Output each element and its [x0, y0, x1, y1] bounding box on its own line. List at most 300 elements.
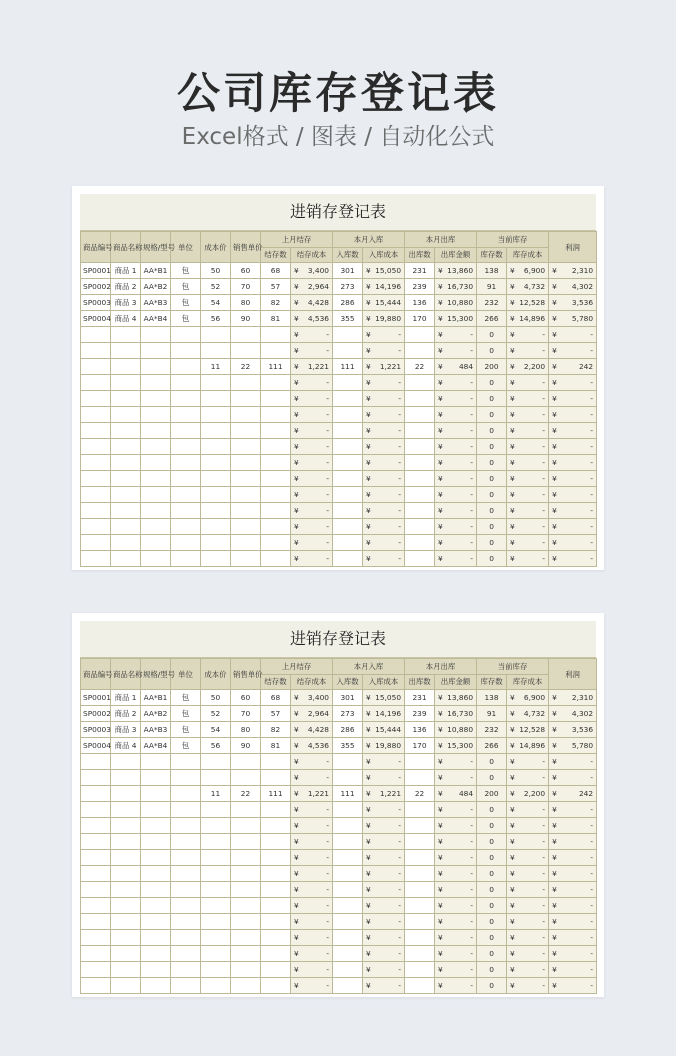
- cell-name[interactable]: [111, 962, 141, 978]
- cell-profit[interactable]: [549, 455, 597, 471]
- cell-last-cost[interactable]: [291, 690, 333, 706]
- cell-name[interactable]: [111, 834, 141, 850]
- cell-stock-qty[interactable]: 0: [477, 914, 507, 930]
- cell-stock-cost[interactable]: [507, 263, 549, 279]
- cell-profit[interactable]: [549, 263, 597, 279]
- cell-stock-qty[interactable]: 0: [477, 770, 507, 786]
- cell-last-qty[interactable]: 82: [261, 295, 291, 311]
- cell-out-qty[interactable]: [405, 439, 435, 455]
- cell-in-qty[interactable]: [333, 930, 363, 946]
- cell-out-qty[interactable]: [405, 407, 435, 423]
- cell-price[interactable]: [231, 407, 261, 423]
- cell-profit[interactable]: [549, 519, 597, 535]
- cell-unit[interactable]: [171, 503, 201, 519]
- cell-unit[interactable]: 包: [171, 263, 201, 279]
- cell-price[interactable]: 22: [231, 786, 261, 802]
- cell-cost[interactable]: [201, 535, 231, 551]
- cell-name[interactable]: [111, 802, 141, 818]
- cell-unit[interactable]: [171, 407, 201, 423]
- cell-name[interactable]: [111, 978, 141, 994]
- cell-in-qty[interactable]: [333, 487, 363, 503]
- cell-code[interactable]: SP0002: [81, 706, 111, 722]
- cell-last-qty[interactable]: [261, 882, 291, 898]
- cell-profit[interactable]: [549, 882, 597, 898]
- cell-last-cost[interactable]: [291, 263, 333, 279]
- cell-out-qty[interactable]: [405, 343, 435, 359]
- cell-out-amount[interactable]: [435, 503, 477, 519]
- cell-unit[interactable]: [171, 439, 201, 455]
- cell-last-cost[interactable]: [291, 519, 333, 535]
- cell-code[interactable]: [81, 471, 111, 487]
- cell-code[interactable]: [81, 866, 111, 882]
- cell-price[interactable]: [231, 423, 261, 439]
- cell-spec[interactable]: [141, 519, 171, 535]
- cell-last-cost[interactable]: [291, 978, 333, 994]
- cell-out-amount[interactable]: [435, 407, 477, 423]
- cell-price[interactable]: [231, 962, 261, 978]
- cell-in-cost[interactable]: [363, 962, 405, 978]
- cell-last-qty[interactable]: [261, 423, 291, 439]
- cell-spec[interactable]: [141, 503, 171, 519]
- cell-unit[interactable]: [171, 423, 201, 439]
- cell-cost[interactable]: [201, 866, 231, 882]
- cell-price[interactable]: [231, 866, 261, 882]
- cell-spec[interactable]: [141, 551, 171, 567]
- cell-unit[interactable]: 包: [171, 738, 201, 754]
- cell-profit[interactable]: [549, 802, 597, 818]
- cell-price[interactable]: 90: [231, 738, 261, 754]
- cell-in-qty[interactable]: [333, 770, 363, 786]
- cell-code[interactable]: [81, 391, 111, 407]
- cell-out-amount[interactable]: [435, 391, 477, 407]
- cell-out-amount[interactable]: [435, 343, 477, 359]
- cell-stock-cost[interactable]: [507, 786, 549, 802]
- cell-profit[interactable]: [549, 850, 597, 866]
- cell-profit[interactable]: [549, 359, 597, 375]
- cell-in-qty[interactable]: [333, 535, 363, 551]
- cell-last-cost[interactable]: [291, 455, 333, 471]
- cell-unit[interactable]: [171, 834, 201, 850]
- cell-last-qty[interactable]: 68: [261, 263, 291, 279]
- cell-last-qty[interactable]: [261, 962, 291, 978]
- cell-code[interactable]: [81, 786, 111, 802]
- cell-stock-qty[interactable]: 200: [477, 359, 507, 375]
- cell-last-qty[interactable]: 82: [261, 722, 291, 738]
- cell-stock-qty[interactable]: 0: [477, 978, 507, 994]
- cell-price[interactable]: 90: [231, 311, 261, 327]
- cell-cost[interactable]: 50: [201, 263, 231, 279]
- cell-price[interactable]: [231, 439, 261, 455]
- cell-last-qty[interactable]: [261, 455, 291, 471]
- cell-in-qty[interactable]: [333, 343, 363, 359]
- cell-code[interactable]: [81, 802, 111, 818]
- cell-name[interactable]: 商品 3: [111, 295, 141, 311]
- cell-out-qty[interactable]: [405, 818, 435, 834]
- cell-spec[interactable]: [141, 946, 171, 962]
- cell-code[interactable]: [81, 946, 111, 962]
- cell-unit[interactable]: [171, 551, 201, 567]
- cell-out-qty[interactable]: [405, 535, 435, 551]
- cell-unit[interactable]: [171, 754, 201, 770]
- cell-spec[interactable]: [141, 455, 171, 471]
- cell-cost[interactable]: [201, 850, 231, 866]
- cell-profit[interactable]: [549, 439, 597, 455]
- cell-in-cost[interactable]: [363, 311, 405, 327]
- cell-stock-qty[interactable]: 0: [477, 818, 507, 834]
- cell-name[interactable]: [111, 946, 141, 962]
- cell-unit[interactable]: [171, 535, 201, 551]
- cell-code[interactable]: [81, 754, 111, 770]
- cell-last-qty[interactable]: [261, 946, 291, 962]
- cell-code[interactable]: SP0002: [81, 279, 111, 295]
- cell-name[interactable]: 商品 3: [111, 722, 141, 738]
- cell-name[interactable]: [111, 770, 141, 786]
- cell-code[interactable]: [81, 407, 111, 423]
- cell-code[interactable]: [81, 834, 111, 850]
- cell-name[interactable]: 商品 4: [111, 738, 141, 754]
- cell-last-qty[interactable]: [261, 802, 291, 818]
- cell-spec[interactable]: [141, 770, 171, 786]
- cell-spec[interactable]: [141, 487, 171, 503]
- cell-stock-cost[interactable]: [507, 962, 549, 978]
- cell-stock-qty[interactable]: 0: [477, 834, 507, 850]
- cell-spec[interactable]: AA*B1: [141, 690, 171, 706]
- cell-out-qty[interactable]: [405, 978, 435, 994]
- cell-unit[interactable]: [171, 802, 201, 818]
- cell-spec[interactable]: [141, 327, 171, 343]
- cell-out-amount[interactable]: [435, 802, 477, 818]
- cell-unit[interactable]: [171, 914, 201, 930]
- cell-price[interactable]: [231, 327, 261, 343]
- cell-last-cost[interactable]: [291, 343, 333, 359]
- cell-spec[interactable]: [141, 882, 171, 898]
- cell-cost[interactable]: 50: [201, 690, 231, 706]
- cell-name[interactable]: 商品 1: [111, 690, 141, 706]
- cell-code[interactable]: [81, 327, 111, 343]
- cell-spec[interactable]: [141, 407, 171, 423]
- cell-cost[interactable]: [201, 962, 231, 978]
- cell-last-qty[interactable]: [261, 535, 291, 551]
- cell-code[interactable]: [81, 519, 111, 535]
- cell-spec[interactable]: [141, 471, 171, 487]
- cell-out-qty[interactable]: 231: [405, 263, 435, 279]
- cell-profit[interactable]: [549, 706, 597, 722]
- cell-out-qty[interactable]: [405, 770, 435, 786]
- cell-in-qty[interactable]: 301: [333, 690, 363, 706]
- cell-stock-cost[interactable]: [507, 930, 549, 946]
- cell-cost[interactable]: [201, 503, 231, 519]
- cell-last-cost[interactable]: [291, 914, 333, 930]
- cell-out-qty[interactable]: 136: [405, 722, 435, 738]
- cell-last-qty[interactable]: [261, 914, 291, 930]
- cell-code[interactable]: [81, 455, 111, 471]
- cell-in-qty[interactable]: [333, 391, 363, 407]
- cell-out-amount[interactable]: [435, 423, 477, 439]
- cell-code[interactable]: [81, 359, 111, 375]
- cell-spec[interactable]: [141, 754, 171, 770]
- cell-spec[interactable]: AA*B4: [141, 311, 171, 327]
- cell-stock-qty[interactable]: 266: [477, 311, 507, 327]
- cell-cost[interactable]: [201, 439, 231, 455]
- cell-in-cost[interactable]: [363, 263, 405, 279]
- cell-unit[interactable]: 包: [171, 311, 201, 327]
- cell-code[interactable]: SP0003: [81, 295, 111, 311]
- cell-out-qty[interactable]: 239: [405, 706, 435, 722]
- cell-cost[interactable]: [201, 946, 231, 962]
- cell-profit[interactable]: [549, 487, 597, 503]
- cell-cost[interactable]: [201, 327, 231, 343]
- cell-last-cost[interactable]: [291, 487, 333, 503]
- cell-cost[interactable]: [201, 455, 231, 471]
- cell-stock-cost[interactable]: [507, 551, 549, 567]
- cell-stock-qty[interactable]: 138: [477, 263, 507, 279]
- cell-cost[interactable]: 11: [201, 359, 231, 375]
- cell-name[interactable]: [111, 930, 141, 946]
- cell-out-qty[interactable]: 170: [405, 311, 435, 327]
- cell-out-amount[interactable]: [435, 279, 477, 295]
- cell-in-qty[interactable]: [333, 946, 363, 962]
- cell-profit[interactable]: [549, 551, 597, 567]
- cell-in-qty[interactable]: 111: [333, 359, 363, 375]
- cell-out-qty[interactable]: 170: [405, 738, 435, 754]
- cell-in-cost[interactable]: [363, 439, 405, 455]
- cell-in-qty[interactable]: 355: [333, 311, 363, 327]
- cell-price[interactable]: [231, 535, 261, 551]
- cell-profit[interactable]: [549, 343, 597, 359]
- cell-price[interactable]: 80: [231, 295, 261, 311]
- cell-name[interactable]: [111, 327, 141, 343]
- cell-stock-cost[interactable]: [507, 487, 549, 503]
- cell-spec[interactable]: [141, 535, 171, 551]
- cell-cost[interactable]: [201, 391, 231, 407]
- cell-last-qty[interactable]: 111: [261, 359, 291, 375]
- cell-in-qty[interactable]: 273: [333, 706, 363, 722]
- cell-cost[interactable]: [201, 882, 231, 898]
- cell-profit[interactable]: [549, 423, 597, 439]
- cell-out-qty[interactable]: 239: [405, 279, 435, 295]
- cell-cost[interactable]: 56: [201, 311, 231, 327]
- cell-price[interactable]: [231, 834, 261, 850]
- cell-last-qty[interactable]: 111: [261, 786, 291, 802]
- cell-stock-qty[interactable]: 0: [477, 439, 507, 455]
- cell-in-qty[interactable]: 355: [333, 738, 363, 754]
- cell-stock-cost[interactable]: [507, 882, 549, 898]
- cell-unit[interactable]: [171, 455, 201, 471]
- cell-profit[interactable]: [549, 962, 597, 978]
- cell-name[interactable]: [111, 375, 141, 391]
- cell-last-qty[interactable]: [261, 327, 291, 343]
- cell-code[interactable]: [81, 535, 111, 551]
- cell-name[interactable]: [111, 866, 141, 882]
- cell-price[interactable]: [231, 503, 261, 519]
- cell-profit[interactable]: [549, 898, 597, 914]
- cell-code[interactable]: [81, 914, 111, 930]
- cell-name[interactable]: [111, 914, 141, 930]
- cell-stock-qty[interactable]: 0: [477, 519, 507, 535]
- cell-price[interactable]: [231, 551, 261, 567]
- cell-last-qty[interactable]: 81: [261, 738, 291, 754]
- cell-in-qty[interactable]: [333, 519, 363, 535]
- cell-stock-cost[interactable]: [507, 706, 549, 722]
- cell-last-cost[interactable]: [291, 770, 333, 786]
- cell-profit[interactable]: [549, 770, 597, 786]
- cell-name[interactable]: [111, 882, 141, 898]
- cell-out-amount[interactable]: [435, 327, 477, 343]
- cell-unit[interactable]: [171, 519, 201, 535]
- cell-last-cost[interactable]: [291, 754, 333, 770]
- cell-last-cost[interactable]: [291, 551, 333, 567]
- cell-stock-cost[interactable]: [507, 439, 549, 455]
- cell-spec[interactable]: [141, 914, 171, 930]
- cell-out-qty[interactable]: [405, 930, 435, 946]
- cell-profit[interactable]: [549, 786, 597, 802]
- cell-stock-qty[interactable]: 0: [477, 391, 507, 407]
- cell-cost[interactable]: [201, 802, 231, 818]
- cell-last-qty[interactable]: 57: [261, 706, 291, 722]
- cell-out-qty[interactable]: [405, 802, 435, 818]
- cell-in-cost[interactable]: [363, 359, 405, 375]
- cell-name[interactable]: [111, 407, 141, 423]
- cell-stock-qty[interactable]: 0: [477, 882, 507, 898]
- cell-price[interactable]: [231, 343, 261, 359]
- cell-spec[interactable]: AA*B2: [141, 706, 171, 722]
- cell-last-cost[interactable]: [291, 359, 333, 375]
- cell-cost[interactable]: [201, 770, 231, 786]
- cell-unit[interactable]: [171, 359, 201, 375]
- cell-spec[interactable]: [141, 802, 171, 818]
- cell-in-cost[interactable]: [363, 914, 405, 930]
- cell-unit[interactable]: [171, 471, 201, 487]
- cell-unit[interactable]: [171, 898, 201, 914]
- cell-code[interactable]: [81, 930, 111, 946]
- cell-name[interactable]: [111, 519, 141, 535]
- cell-last-cost[interactable]: [291, 722, 333, 738]
- cell-out-amount[interactable]: [435, 978, 477, 994]
- cell-in-cost[interactable]: [363, 946, 405, 962]
- cell-cost[interactable]: [201, 551, 231, 567]
- cell-in-cost[interactable]: [363, 754, 405, 770]
- cell-price[interactable]: [231, 850, 261, 866]
- cell-cost[interactable]: 11: [201, 786, 231, 802]
- cell-name[interactable]: 商品 2: [111, 279, 141, 295]
- cell-stock-qty[interactable]: 0: [477, 866, 507, 882]
- cell-price[interactable]: [231, 487, 261, 503]
- cell-out-qty[interactable]: [405, 962, 435, 978]
- cell-out-amount[interactable]: [435, 722, 477, 738]
- cell-last-qty[interactable]: [261, 754, 291, 770]
- cell-code[interactable]: [81, 882, 111, 898]
- cell-unit[interactable]: [171, 978, 201, 994]
- cell-stock-qty[interactable]: 0: [477, 962, 507, 978]
- cell-in-cost[interactable]: [363, 834, 405, 850]
- cell-stock-cost[interactable]: [507, 898, 549, 914]
- cell-in-qty[interactable]: 273: [333, 279, 363, 295]
- cell-in-qty[interactable]: [333, 914, 363, 930]
- cell-in-cost[interactable]: [363, 407, 405, 423]
- cell-price[interactable]: [231, 882, 261, 898]
- cell-code[interactable]: [81, 818, 111, 834]
- cell-in-cost[interactable]: [363, 802, 405, 818]
- cell-last-qty[interactable]: [261, 391, 291, 407]
- cell-price[interactable]: [231, 930, 261, 946]
- cell-cost[interactable]: 54: [201, 722, 231, 738]
- cell-last-qty[interactable]: [261, 519, 291, 535]
- cell-out-qty[interactable]: [405, 914, 435, 930]
- cell-name[interactable]: [111, 898, 141, 914]
- cell-unit[interactable]: [171, 866, 201, 882]
- cell-out-amount[interactable]: [435, 962, 477, 978]
- cell-name[interactable]: [111, 850, 141, 866]
- cell-stock-cost[interactable]: [507, 690, 549, 706]
- cell-unit[interactable]: 包: [171, 295, 201, 311]
- cell-in-cost[interactable]: [363, 487, 405, 503]
- cell-last-qty[interactable]: [261, 866, 291, 882]
- cell-out-qty[interactable]: [405, 503, 435, 519]
- cell-out-qty[interactable]: [405, 471, 435, 487]
- cell-in-cost[interactable]: [363, 503, 405, 519]
- cell-out-qty[interactable]: [405, 551, 435, 567]
- cell-unit[interactable]: [171, 850, 201, 866]
- cell-price[interactable]: 70: [231, 279, 261, 295]
- cell-profit[interactable]: [549, 279, 597, 295]
- cell-in-cost[interactable]: [363, 391, 405, 407]
- cell-out-amount[interactable]: [435, 487, 477, 503]
- cell-stock-qty[interactable]: 200: [477, 786, 507, 802]
- cell-code[interactable]: [81, 850, 111, 866]
- cell-in-qty[interactable]: [333, 375, 363, 391]
- cell-price[interactable]: [231, 914, 261, 930]
- cell-code[interactable]: [81, 978, 111, 994]
- cell-code[interactable]: [81, 503, 111, 519]
- cell-unit[interactable]: 包: [171, 722, 201, 738]
- cell-code[interactable]: [81, 439, 111, 455]
- cell-last-cost[interactable]: [291, 850, 333, 866]
- cell-code[interactable]: SP0001: [81, 690, 111, 706]
- cell-stock-cost[interactable]: [507, 535, 549, 551]
- cell-in-cost[interactable]: [363, 690, 405, 706]
- cell-in-cost[interactable]: [363, 818, 405, 834]
- cell-last-cost[interactable]: [291, 882, 333, 898]
- cell-unit[interactable]: 包: [171, 279, 201, 295]
- cell-cost[interactable]: 52: [201, 706, 231, 722]
- cell-out-qty[interactable]: 22: [405, 786, 435, 802]
- cell-stock-qty[interactable]: 0: [477, 898, 507, 914]
- cell-last-cost[interactable]: [291, 327, 333, 343]
- cell-out-amount[interactable]: [435, 551, 477, 567]
- cell-out-amount[interactable]: [435, 263, 477, 279]
- cell-out-amount[interactable]: [435, 706, 477, 722]
- cell-price[interactable]: [231, 519, 261, 535]
- cell-out-qty[interactable]: 231: [405, 690, 435, 706]
- cell-out-amount[interactable]: [435, 786, 477, 802]
- cell-last-cost[interactable]: [291, 407, 333, 423]
- cell-profit[interactable]: [549, 818, 597, 834]
- cell-out-qty[interactable]: [405, 327, 435, 343]
- cell-last-cost[interactable]: [291, 391, 333, 407]
- cell-cost[interactable]: [201, 754, 231, 770]
- cell-stock-qty[interactable]: 0: [477, 407, 507, 423]
- cell-last-cost[interactable]: [291, 279, 333, 295]
- cell-in-qty[interactable]: 111: [333, 786, 363, 802]
- cell-stock-cost[interactable]: [507, 423, 549, 439]
- cell-last-cost[interactable]: [291, 962, 333, 978]
- cell-last-cost[interactable]: [291, 818, 333, 834]
- cell-code[interactable]: [81, 375, 111, 391]
- cell-last-qty[interactable]: 81: [261, 311, 291, 327]
- cell-spec[interactable]: [141, 866, 171, 882]
- cell-stock-cost[interactable]: [507, 503, 549, 519]
- cell-in-cost[interactable]: [363, 706, 405, 722]
